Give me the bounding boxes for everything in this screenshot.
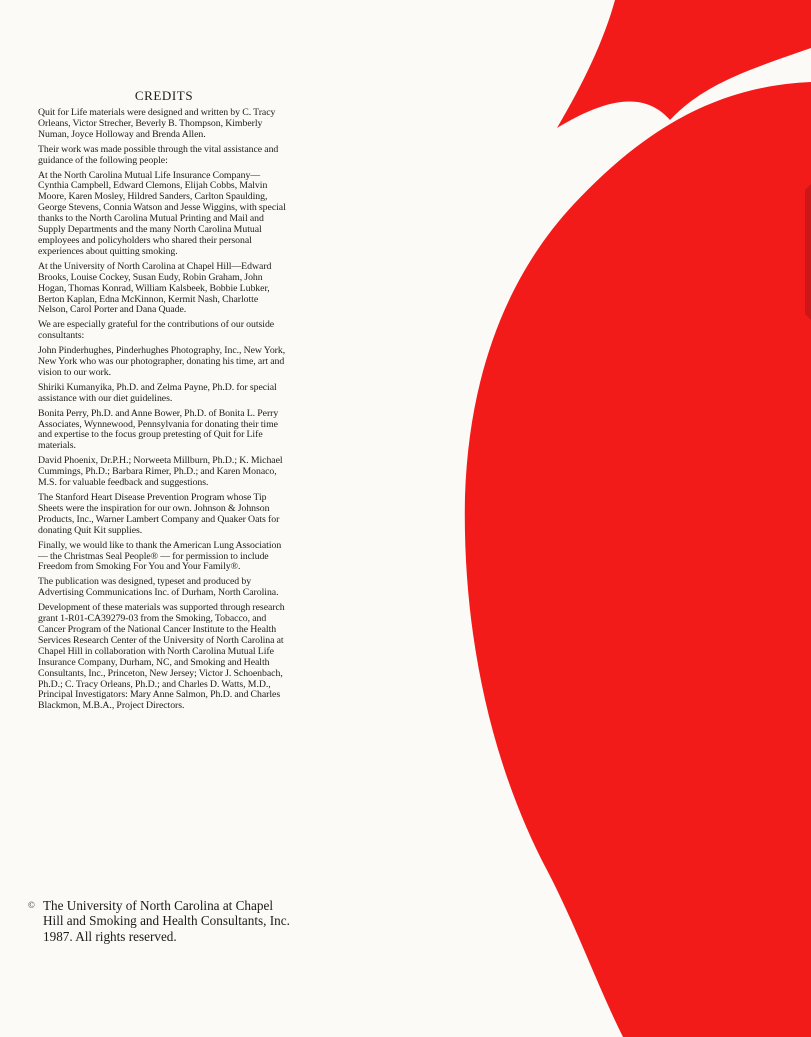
credits-paragraph-4: At the University of North Carolina at Chapel Hill—Edward Brooks, Louise Cockey, Susan Eudy, Robin Graham, John Hogan, Thomas Konrad, William Kalsbeek, Bobbie Lubker, Berton Kaplan, Edna McKinnon, Kermit Nash, Charlotte Nelson, Carol Porter and Dana Quade. — [38, 260, 272, 316]
credits-paragraph-9: David Phoenix, Dr.P.H.; Norweeta Millburn, Ph.D.; K. Michael Cummings, Ph.D.; Barbara Rimer, Ph.D.; and Karen Monaco, M.S. for valuable feedback and suggestions. — [38, 455, 283, 489]
credits-paragraph-1: Quit for Life materials were designed and written by C. Tracy Orleans, Victor Strecher, Beverly B. Thompson, Kimberly Numan, Joyce Holloway and Brenda Allen. — [38, 107, 276, 140]
copyright-text: The University of North Carolina at Chapel Hill and Smoking and Health Consultants, Inc. 1987. All rights reserved. — [43, 898, 290, 944]
page-edge-shadow — [805, 184, 811, 320]
credits-paragraph-12: The publication was designed, typeset and produced by Advertising Communications Inc. of Durham, North Carolina. — [38, 576, 279, 599]
credits-paragraph-7: Shiriki Kumanyika, Ph.D. and Zelma Payne, Ph.D. for special assistance with our diet guidelines. — [38, 381, 277, 404]
credits-paragraph-2: Their work was made possible through the vital assistance and guidance of the following people: — [38, 143, 279, 166]
credits-title: CREDITS — [134, 88, 194, 103]
credits-section — [38, 88, 290, 716]
copyright-notice — [28, 898, 293, 944]
credits-paragraph-13: Development of these materials was supported through research grant 1-R01-CA39279-03 from the Smoking, Tobacco, and Cancer Program of the National Cancer Institute to the Health Services Research Center of the University of North Carolina at Chapel Hill in collaboration with North Carolina Mutual Life Insurance Company, Durham, NC, and Smoking and Health Consultants, Inc., Princeton, New Jersey; Victor J. Schoenbach, Ph.D.; C. Tracy Orleans, Ph.D.; and Charles D. Watts, M.D., Principal Investigators: Mary Anne Salmon, Ph.D. and Charles Blackmon, M.B.A., Project Directors. — [38, 602, 285, 712]
credits-paragraph-5: We are especially grateful for the contributions of our outside consultants: — [38, 319, 275, 342]
credits-paragraph-11: Finally, we would like to thank the American Lung Association — the Christmas Seal People® — for permission to include Freedom from Smoking For You and Your Family®. — [38, 539, 282, 573]
red-apple-body — [465, 82, 811, 1037]
credits-paragraph-8: Bonita Perry, Ph.D. and Anne Bower, Ph.D. of Bonita L. Perry Associates, Wynnewood, Pennsylvania for donating their time and expertise to the focus group pretesting of Quit for Life materials. — [38, 407, 279, 452]
credits-paragraph-10: The Stanford Heart Disease Prevention Program whose Tip Sheets were the inspiration for our own. Johnson & Johnson Products, Inc., Warner Lambert Company and Quaker Oats for donating Quit Kit supplies. — [38, 492, 280, 536]
credits-paragraph-3: At the North Carolina Mutual Life Insurance Company—Cynthia Campbell, Edward Clemons, Elijah Cobbs, Malvin Moore, Karen Mosley, Hildred Sanders, Carlton Spaulding, George Stevens, Connia Watson and Jesse Wiggins, with special thanks to the North Carolina Mutual Printing and Mail and Supply Departments and the many North Carolina Mutual employees and policyholders who shared their personal experiences about quitting smoking. — [38, 169, 286, 257]
copyright-symbol: © — [28, 900, 35, 910]
credits-paragraph-6: John Pinderhughes, Pinderhughes Photography, Inc., New York, New York who was our photographer, donating his time, art and vision to our work. — [38, 345, 286, 378]
